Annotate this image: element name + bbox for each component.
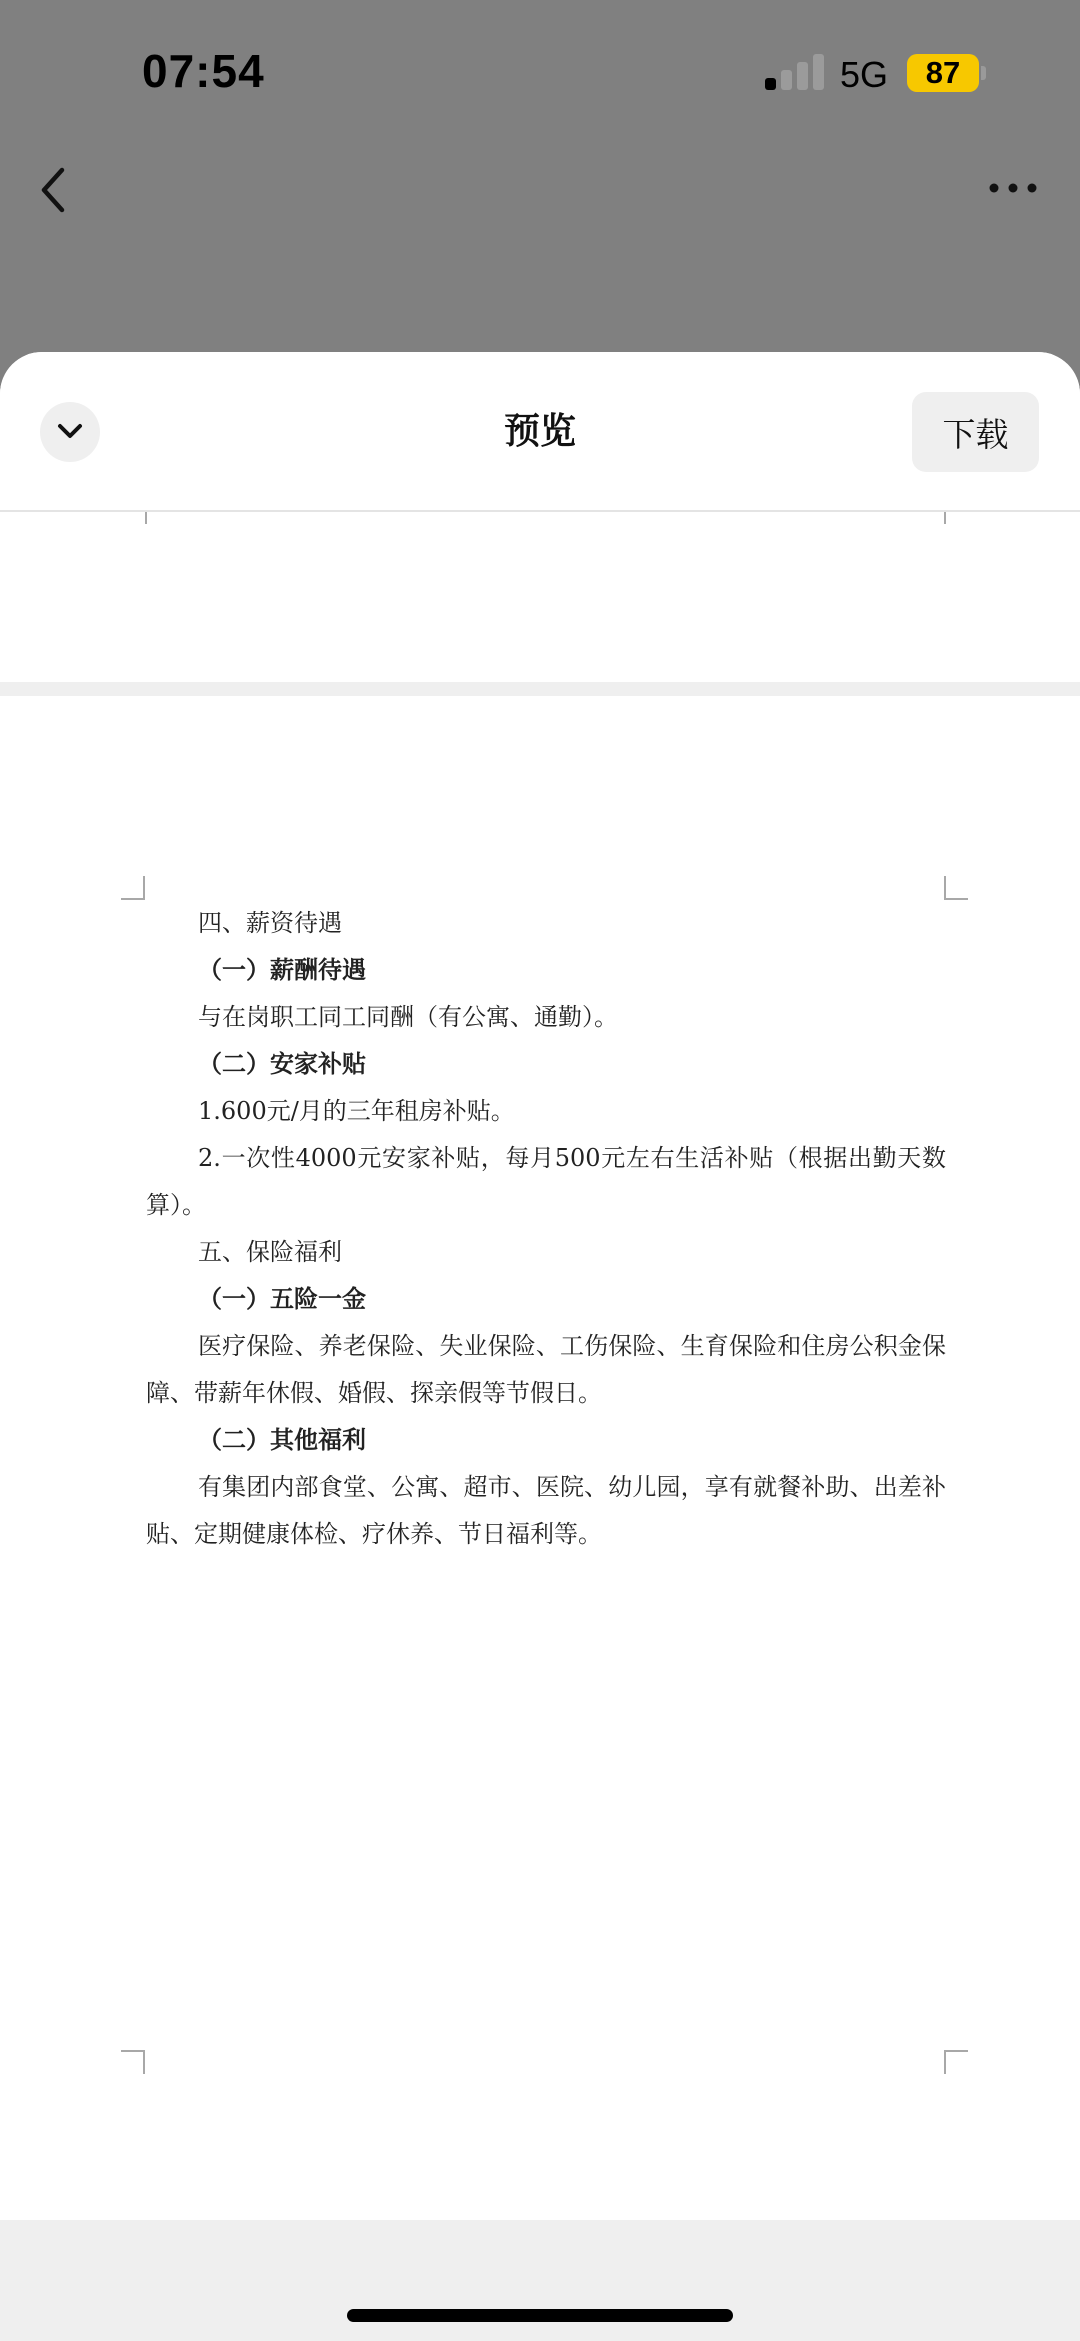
- home-indicator[interactable]: [347, 2309, 733, 2322]
- doc-paragraph: 2.一次性4000元安家补贴，每月500元左右生活补贴（根据出勤天数算）。: [146, 1144, 946, 1219]
- doc-paragraph: 有集团内部食堂、公寓、超市、医院、幼儿园，享有就餐补助、出差补贴、定期健康体检、疗休养、节日福利等。: [146, 1473, 946, 1548]
- doc-subheading: （一）薪酬待遇: [198, 956, 366, 984]
- doc-subheading: （一）五险一金: [198, 1285, 366, 1313]
- doc-paragraph: 与在岗职工同工同酬（有公寓、通勤）。: [198, 1003, 618, 1031]
- margin-corner-mark: [944, 2050, 968, 2074]
- status-time: 07:54: [142, 45, 265, 97]
- more-button[interactable]: [984, 168, 1044, 208]
- document-viewer[interactable]: [0, 512, 1080, 2341]
- doc-subheading: （二）安家补贴: [198, 1050, 366, 1078]
- doc-subheading: （二）其他福利: [198, 1426, 366, 1454]
- margin-corner-mark: [121, 2050, 145, 2074]
- previous-page: [0, 512, 1080, 682]
- download-button[interactable]: 下载: [912, 392, 1039, 472]
- back-button[interactable]: [30, 160, 80, 220]
- more-horizontal-icon: [984, 168, 1044, 208]
- document-page: [0, 696, 1080, 2220]
- document-body: [146, 900, 946, 1558]
- preview-sheet: [0, 352, 1080, 2341]
- cellular-signal-icon: [765, 54, 825, 90]
- margin-corner-mark: [944, 876, 968, 900]
- sheet-header: [0, 352, 1080, 512]
- doc-paragraph: 1.600元/月的三年租房补贴。: [198, 1097, 515, 1125]
- network-type: 5G: [840, 54, 889, 95]
- battery-level: 87: [907, 54, 979, 92]
- doc-paragraph: 四、薪资待遇: [198, 909, 342, 937]
- margin-corner-mark: [121, 876, 145, 900]
- doc-paragraph: 五、保险福利: [198, 1238, 342, 1266]
- chevron-left-icon: [30, 160, 80, 220]
- battery-icon: [907, 54, 987, 92]
- sheet-title: 预览: [503, 411, 576, 452]
- doc-paragraph: 医疗保险、养老保险、失业保险、工伤保险、生育保险和住房公积金保障、带薪年休假、婚假、探亲假等节假日。: [146, 1332, 946, 1407]
